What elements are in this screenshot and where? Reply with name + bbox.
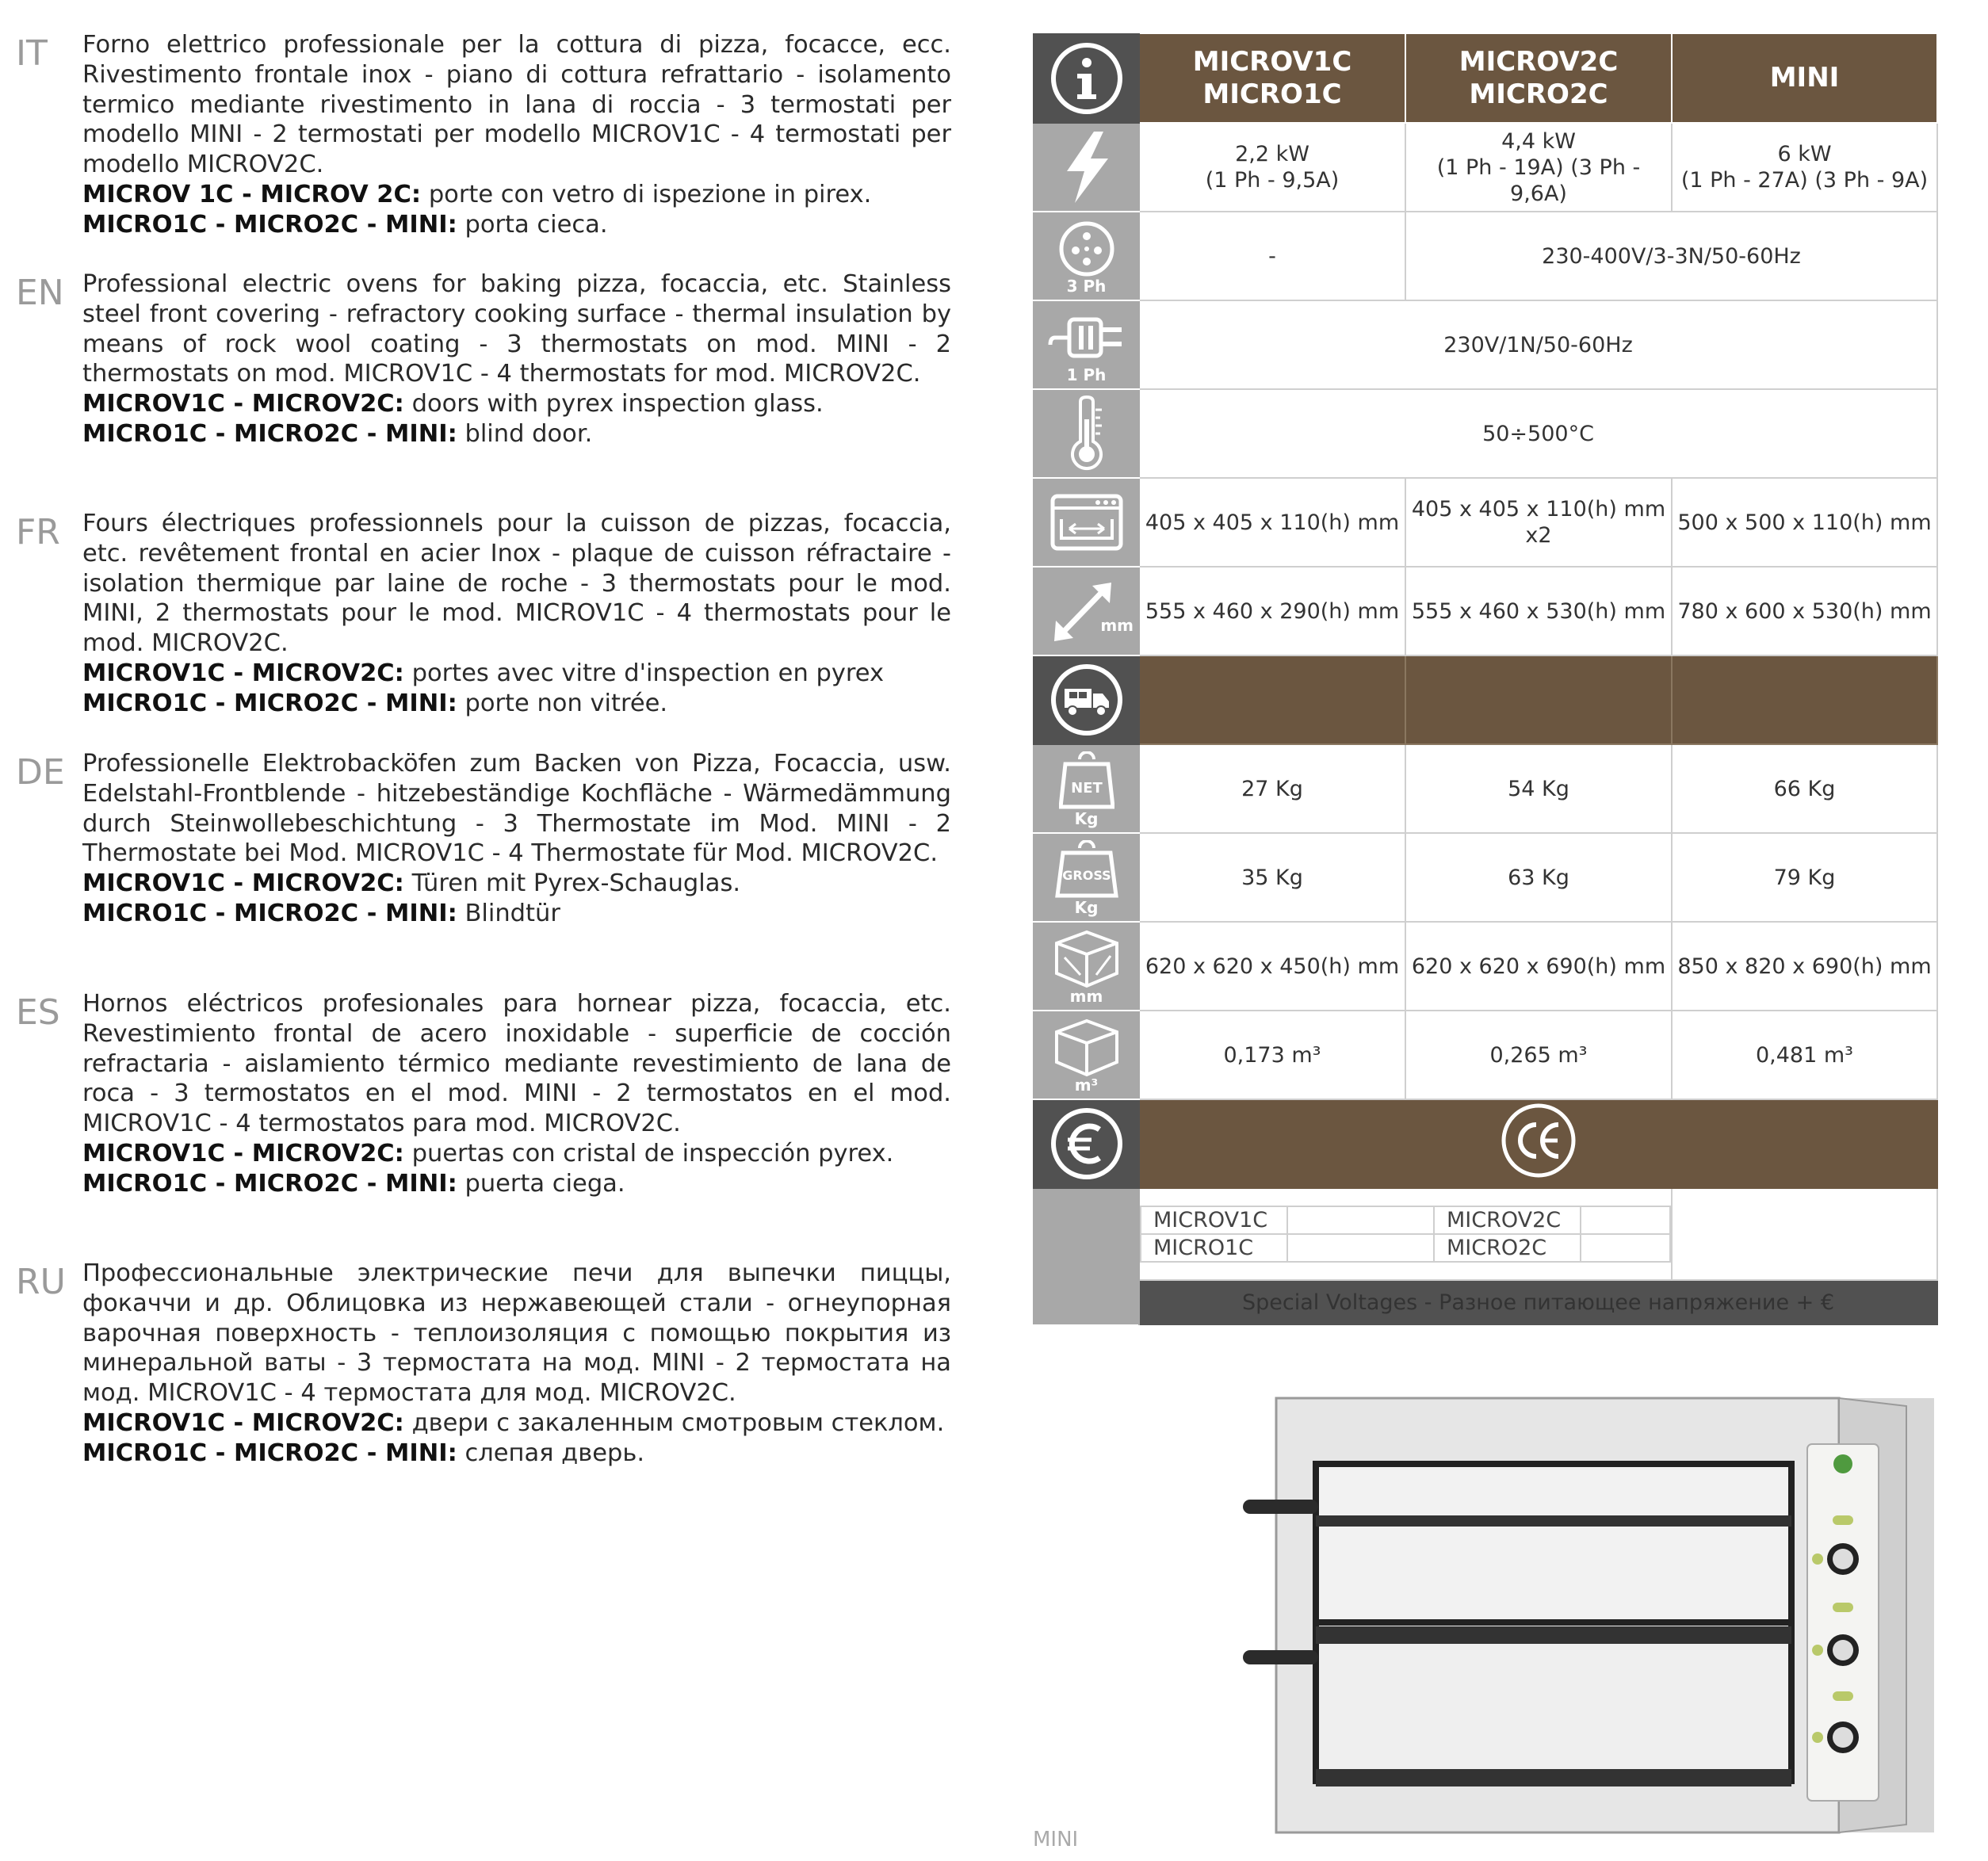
package-value: 850 x 820 x 690(h) mm: [1672, 922, 1937, 1011]
three-phase-plug-icon: [1034, 212, 1139, 300]
option-text: двери с закаленным смотровым стеклом.: [411, 1408, 945, 1437]
three-phase-value: 230-400V/3-3N/50-60Hz: [1405, 212, 1937, 300]
option-label: MICRO1C - MICRO2C - MINI:: [82, 1169, 457, 1198]
lang-text: Hornos eléctricos profesionales para hornear pizza, focaccia, etc. Revestimiento frontal de acero inoxidable - superficie de cocción refractaria - aislamiento térmico mediante revestimiento de lana de roca - 3 termostatos en el mod. MINI - 2 termostatos en el mod. MICROV1C - 4 termostatos para mod. MICROV2C.: [82, 990, 951, 1138]
lang-description: [82, 269, 951, 449]
volume-value: 0,481 m³: [1672, 1011, 1937, 1099]
option-text: porte non vitrée.: [465, 689, 668, 717]
shipping-truck-icon: [1034, 655, 1139, 744]
euro-icon: [1034, 1099, 1139, 1188]
chamber-value: 405 x 405 x 110(h) mm: [1139, 478, 1405, 567]
power-kw: 4,4 kW: [1501, 128, 1576, 154]
power-kw: 6 kW: [1777, 142, 1832, 166]
power-row: [1034, 123, 1937, 212]
option-text: doors with pyrex inspection glass.: [411, 390, 824, 418]
thermometer-icon: [1034, 389, 1139, 478]
option-text: puerta ciega.: [465, 1169, 625, 1198]
codes-row: [1034, 1188, 1937, 1280]
option-text: слепая дверь.: [465, 1439, 645, 1467]
package-value: 620 x 620 x 690(h) mm: [1405, 922, 1672, 1011]
gross-weight-icon: [1034, 833, 1139, 922]
icon-caption: mm: [1069, 987, 1103, 1006]
net-weight-value: 27 Kg: [1139, 744, 1405, 833]
header-row: [1034, 34, 1937, 123]
net-weight-value: 54 Kg: [1405, 744, 1672, 833]
gross-weight-value: 35 Kg: [1139, 833, 1405, 922]
power-detail: (1 Ph - 27A) (3 Ph - 9A): [1680, 168, 1929, 193]
lightning-icon: [1034, 123, 1139, 212]
option-label: MICROV1C - MICROV2C:: [82, 1408, 404, 1437]
three-phase-row: [1034, 212, 1937, 300]
net-weight-row: [1034, 744, 1937, 833]
option-text: Türen mit Pyrex-Schauglas.: [411, 869, 741, 898]
package-volume-row: [1034, 1011, 1937, 1099]
power-detail: (1 Ph - 19A) (3 Ph - 9,6A): [1436, 155, 1641, 206]
spec-table: [1033, 33, 1938, 1325]
lang-description: [82, 1259, 951, 1469]
option-text: porta cieca.: [465, 210, 608, 239]
lang-description: [82, 989, 951, 1199]
three-phase-value: -: [1139, 212, 1405, 300]
package-volume-icon: [1034, 1011, 1139, 1099]
code-cell: MICROV2C: [1434, 1206, 1581, 1234]
volume-value: 0,173 m³: [1139, 1011, 1405, 1099]
power-kw: 2,2 kW: [1235, 142, 1309, 166]
lang-text: Forno elettrico professionale per la cottura di pizza, focacce, ecc. Rivestimento frontale inox - piano di cottura refrattario - isolamento termico mediante rivestimento in lana di roccia - 3 termostati per modello MINI - 2 termostati per modello MICROV1C - 4 termostati per modello MICROV2C.: [82, 31, 951, 179]
code-cell: MICRO2C: [1434, 1234, 1581, 1262]
gross-weight-row: [1034, 833, 1937, 922]
option-label: MICRO1C - MICRO2C - MINI:: [82, 419, 457, 448]
volume-value: 0,265 m³: [1405, 1011, 1672, 1099]
icon-caption: GROSS: [1061, 868, 1111, 883]
icon-caption: NET: [1070, 780, 1103, 797]
model-header: MINI: [1672, 34, 1937, 123]
option-label: MICRO1C - MICRO2C - MINI:: [82, 1439, 457, 1467]
lang-text: Professionelle Elektrobacköfen zum Backen von Pizza, Focaccia, usw. Edelstahl-Frontblende - hitzebeständige Kochfläche - Wärmedämmung durch Steinwollebeschichtung - 3 Thermostate im Mod. MINI - 2 Thermostate bei Mod. MICROV1C - 4 Thermostate für Mod. MICROV2C.: [82, 750, 951, 868]
chamber-value: 405 x 405 x 110(h) mm x2: [1405, 478, 1672, 567]
temperature-row: [1034, 389, 1937, 478]
icon-caption: Kg: [1074, 898, 1099, 917]
net-weight-icon: [1034, 744, 1139, 833]
lang-text: Professional electric ovens for baking pizza, focaccia, etc. Stainless steel front covering - refractory cooking surface - thermal insulation by means of rock wool coating - 3 thermostats on mod. MINI - 2 thermostats on mod. MICROV1C - 4 thermostats for mod. MICROV2C.: [82, 270, 951, 388]
temperature-value: 50÷500°C: [1139, 389, 1937, 478]
package-dimensions-icon: [1034, 922, 1139, 1011]
power-detail: (1 Ph - 9,5A): [1205, 168, 1340, 193]
icon-caption: Kg: [1074, 809, 1099, 828]
info-icon: [1034, 34, 1139, 123]
package-value: 620 x 620 x 450(h) mm: [1139, 922, 1405, 1011]
code-cell: MICROV1C: [1141, 1206, 1287, 1234]
single-phase-row: [1034, 300, 1937, 389]
shipping-row: [1034, 655, 1937, 744]
chamber-value: 500 x 500 x 110(h) mm: [1672, 478, 1937, 567]
oven-chamber-icon: [1034, 478, 1139, 567]
option-label: MICRO1C - MICRO2C - MINI:: [82, 689, 457, 717]
special-voltages-banner: Special Voltages - Разное питающее напряжение + €: [1139, 1280, 1937, 1324]
lang-code: IT: [16, 33, 48, 74]
lang-code: DE: [16, 752, 65, 793]
gross-weight-value: 79 Kg: [1672, 833, 1937, 922]
option-label: MICROV1C - MICROV2C:: [82, 1139, 404, 1167]
net-weight-value: 66 Kg: [1672, 744, 1937, 833]
external-dimensions-icon: [1034, 567, 1139, 655]
icon-caption: m³: [1074, 1076, 1099, 1095]
chamber-row: [1034, 478, 1937, 567]
option-label: MICROV1C - MICROV2C:: [82, 390, 404, 418]
special-voltages-row: [1034, 1280, 1937, 1324]
single-phase-plug-icon: [1034, 300, 1139, 389]
option-text: porte con vetro di ispezione in pirex.: [428, 180, 872, 208]
lang-code: RU: [16, 1262, 66, 1302]
code-cell: MICRO1C: [1141, 1234, 1287, 1262]
single-phase-value: 230V/1N/50-60Hz: [1139, 300, 1937, 389]
external-value: 555 x 460 x 530(h) mm: [1405, 567, 1672, 655]
ce-mark-icon: [1499, 1101, 1578, 1180]
lang-code: ES: [16, 992, 60, 1033]
icon-caption: 1 Ph: [1066, 365, 1107, 384]
option-text: portes avec vitre d'inspection en pyrex: [411, 659, 885, 687]
photo-caption: MINI: [1033, 1828, 1079, 1851]
icon-caption: mm: [1100, 616, 1134, 635]
code-grid: [1140, 1206, 1671, 1263]
option-label: MICRO1C - MICRO2C - MINI:: [82, 210, 457, 239]
option-label: MICROV 1C - MICROV 2C:: [82, 180, 422, 208]
lang-description: [82, 749, 951, 929]
lang-code: FR: [16, 512, 60, 552]
external-dimensions-row: [1034, 567, 1937, 655]
gross-weight-value: 63 Kg: [1405, 833, 1672, 922]
lang-text: Профессиональные электрические печи для выпечки пиццы, фокаччи и др. Облицовка из нержавеющей стали - огнеупорная варочная поверхность - теплоизоляция с помощью покрытия из минеральной ваты - 3 термостата на мод. MINI - 2 термостата на мод. MICROV1C - 4 термостата для мод. MICROV2C.: [82, 1259, 951, 1408]
lang-description: [82, 509, 951, 719]
option-label: MICROV1C - MICROV2C:: [82, 869, 404, 898]
option-label: MICROV1C - MICROV2C:: [82, 659, 404, 687]
option-text: Blindtür: [465, 899, 560, 927]
external-value: 555 x 460 x 290(h) mm: [1139, 567, 1405, 655]
oven-photo: [1237, 1389, 1934, 1840]
package-dimensions-row: [1034, 922, 1937, 1011]
lang-description: [82, 30, 951, 240]
option-label: MICRO1C - MICRO2C - MINI:: [82, 899, 457, 927]
icon-caption: 3 Ph: [1066, 277, 1107, 296]
lang-code: EN: [16, 273, 64, 313]
lang-text: Fours électriques professionnels pour la cuisson de pizzas, focaccia, etc. revêtement frontal en acier Inox - plaque de cuisson réfractaire - isolation thermique par laine de roche - 3 thermostats pour le mod. MINI, 2 thermostats pour le mod. MICROV1C - 4 thermostats pour le mod. MICROV2C.: [82, 510, 951, 658]
model-header: MICROV2C MICRO2C: [1405, 34, 1672, 123]
external-value: 780 x 600 x 530(h) mm: [1672, 567, 1937, 655]
model-header: MICROV1C MICRO1C: [1139, 34, 1405, 123]
price-row: [1034, 1099, 1937, 1188]
option-text: puertas con cristal de inspección pyrex.: [411, 1139, 894, 1167]
option-text: blind door.: [465, 419, 593, 448]
